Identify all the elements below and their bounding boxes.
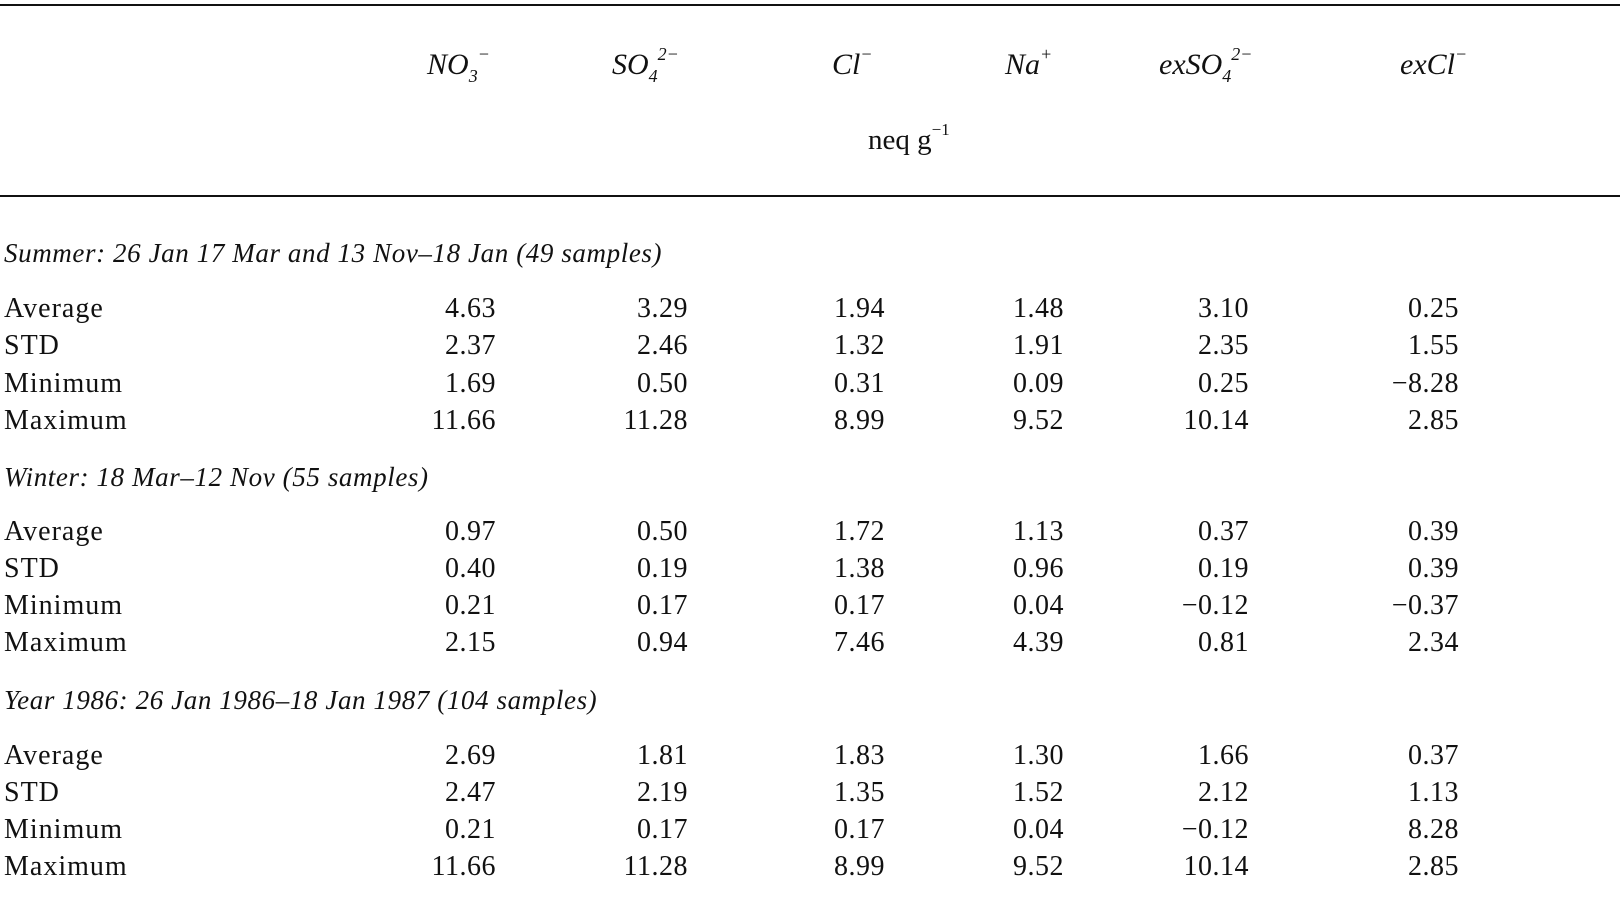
table-cell: 1.69: [445, 368, 496, 399]
table-row: [0, 516, 1620, 554]
table-cell: 1.52: [1013, 777, 1064, 808]
table-row: [0, 553, 1620, 591]
col-header-no3: $NO_3^-$: [427, 44, 490, 86]
table-cell: 2.85: [1408, 405, 1459, 436]
table-row: [0, 814, 1620, 852]
table-cell: 1.48: [1013, 293, 1064, 324]
table-cell: 1.38: [834, 553, 885, 584]
table-cell: 2.47: [445, 777, 496, 808]
table-cell: 0.94: [637, 627, 688, 658]
table-cell: 1.35: [834, 777, 885, 808]
table-cell: 0.17: [834, 590, 885, 621]
col-header-na: Na+: [1005, 44, 1053, 81]
table-cell: 11.66: [431, 405, 496, 436]
table-cell: −0.37: [1391, 590, 1459, 621]
table-cell: 4.39: [1013, 627, 1064, 658]
col-header-exso4: exSO$_4^{2-}$: [1159, 44, 1253, 86]
table-cell: 0.97: [445, 516, 496, 547]
table-cell: 2.12: [1198, 777, 1249, 808]
table-cell: 2.37: [445, 330, 496, 361]
row-label: STD: [4, 553, 60, 584]
unit-label: neq $g^{-1}$: [868, 120, 950, 156]
section-title-winter: Winter: 18 Mar–12 Nov (55 samples): [4, 462, 429, 492]
table-cell: 1.72: [834, 516, 885, 547]
table-cell: −8.28: [1391, 368, 1459, 399]
row-label: Maximum: [4, 405, 128, 436]
table-cell: 0.19: [637, 553, 688, 584]
table-cell: 4.63: [445, 293, 496, 324]
table-cell: 11.28: [623, 405, 688, 436]
table-cell: 3.10: [1198, 293, 1249, 324]
table-cell: 0.21: [445, 590, 496, 621]
top-rule: [0, 4, 1620, 6]
table-cell: 0.25: [1198, 368, 1249, 399]
col-header-cl: Cl−: [832, 44, 873, 81]
section-title-year-1986: Year 1986: 26 Jan 1986–18 Jan 1987 (104 samples): [4, 685, 598, 715]
table-cell: 1.91: [1013, 330, 1064, 361]
table-cell: 8.99: [834, 405, 885, 436]
table-cell: 0.04: [1013, 814, 1064, 845]
table-cell: 0.25: [1408, 293, 1459, 324]
table-cell: 1.83: [834, 740, 885, 771]
table-cell: 2.69: [445, 740, 496, 771]
table-cell: 11.28: [623, 851, 688, 882]
table-row: [0, 293, 1620, 331]
table-cell: −0.12: [1181, 590, 1249, 621]
table-row: [0, 740, 1620, 778]
col-header-so4: $SO_4^{2-}$: [612, 44, 679, 86]
table-cell: 1.66: [1198, 740, 1249, 771]
table-cell: 10.14: [1183, 405, 1249, 436]
table-cell: 2.85: [1408, 851, 1459, 882]
table-cell: 2.35: [1198, 330, 1249, 361]
header-rule: [0, 195, 1620, 197]
table-cell: 0.21: [445, 814, 496, 845]
row-label: Average: [4, 516, 104, 547]
table-cell: 1.13: [1408, 777, 1459, 808]
table-cell: 8.99: [834, 851, 885, 882]
table-cell: 0.17: [834, 814, 885, 845]
table-cell: 2.46: [637, 330, 688, 361]
table-cell: 0.39: [1408, 516, 1459, 547]
row-label: Average: [4, 740, 104, 771]
table-cell: 2.19: [637, 777, 688, 808]
table-cell: 0.17: [637, 814, 688, 845]
table-cell: 2.15: [445, 627, 496, 658]
table-cell: −0.12: [1181, 814, 1249, 845]
table-cell: 1.94: [834, 293, 885, 324]
table-cell: 10.14: [1183, 851, 1249, 882]
table-cell: 1.55: [1408, 330, 1459, 361]
row-label: Maximum: [4, 851, 128, 882]
table-cell: 9.52: [1013, 851, 1064, 882]
section-title-summer: Summer: 26 Jan 17 Mar and 13 Nov–18 Jan (49 samples): [4, 238, 663, 268]
table-row: [0, 851, 1620, 889]
table-cell: 11.66: [431, 851, 496, 882]
row-label: STD: [4, 777, 60, 808]
table-row: [0, 590, 1620, 628]
row-label: Minimum: [4, 590, 124, 621]
table-cell: 0.50: [637, 516, 688, 547]
table-cell: 1.30: [1013, 740, 1064, 771]
table-row: [0, 777, 1620, 815]
table-cell: 0.19: [1198, 553, 1249, 584]
table-cell: 0.81: [1198, 627, 1249, 658]
table-cell: 0.50: [637, 368, 688, 399]
table-cell: 1.13: [1013, 516, 1064, 547]
row-label: Minimum: [4, 368, 124, 399]
table-row: [0, 368, 1620, 406]
table-cell: 0.96: [1013, 553, 1064, 584]
row-label: Minimum: [4, 814, 124, 845]
table-cell: 0.31: [834, 368, 885, 399]
row-label: Maximum: [4, 627, 128, 658]
table-cell: 1.81: [637, 740, 688, 771]
table-cell: 0.09: [1013, 368, 1064, 399]
table-cell: 0.40: [445, 553, 496, 584]
row-label: Average: [4, 293, 104, 324]
col-header-excl: exCl−: [1400, 44, 1468, 81]
table-cell: 1.32: [834, 330, 885, 361]
row-label: STD: [4, 330, 60, 361]
table-row: [0, 330, 1620, 368]
table-row: [0, 627, 1620, 665]
table-cell: 0.17: [637, 590, 688, 621]
table-cell: 0.37: [1198, 516, 1249, 547]
table-cell: 2.34: [1408, 627, 1459, 658]
table-cell: 0.39: [1408, 553, 1459, 584]
table-cell: 0.04: [1013, 590, 1064, 621]
table-row: [0, 405, 1620, 443]
table-cell: 9.52: [1013, 405, 1064, 436]
table-cell: 0.37: [1408, 740, 1459, 771]
table-cell: 7.46: [834, 627, 885, 658]
table-cell: 8.28: [1408, 814, 1459, 845]
table-cell: 3.29: [637, 293, 688, 324]
